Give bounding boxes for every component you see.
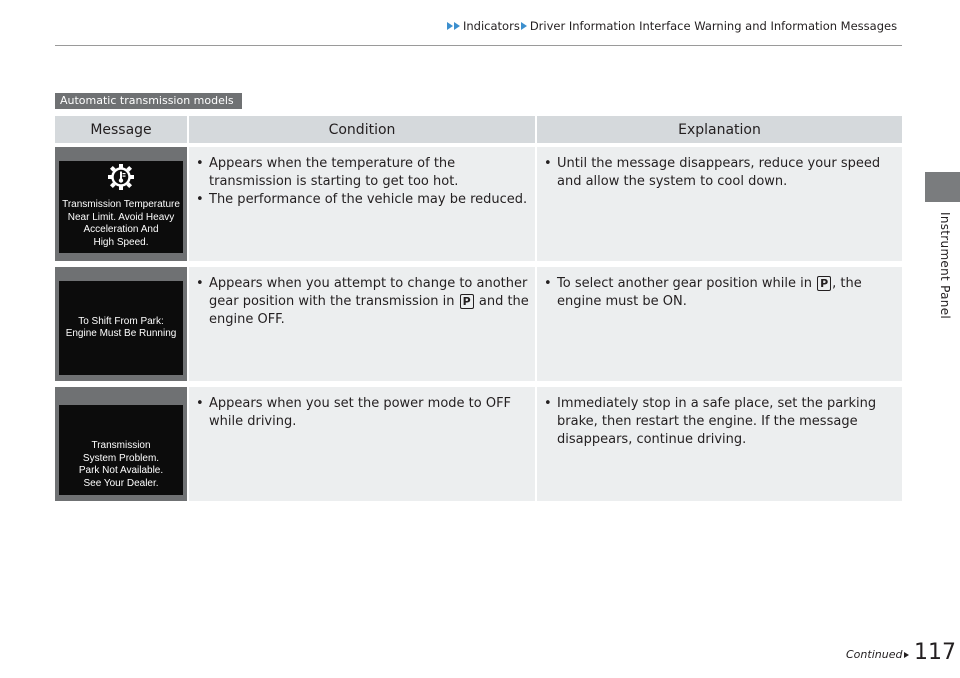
- column-header-condition: Condition: [187, 116, 535, 147]
- table-row: [55, 147, 902, 267]
- continued-text: Continued: [846, 648, 903, 661]
- breadcrumb-arrow-icon: [521, 22, 527, 30]
- model-tag: Automatic transmission models: [55, 93, 242, 109]
- condition-cell: [187, 267, 535, 387]
- dashboard-message-screen: [59, 281, 183, 375]
- explanation-cell: [535, 147, 902, 267]
- screen-text-line: To Shift From Park:: [78, 315, 164, 327]
- condition-bullet: • Appears when you set the power mode to OFF while driving.: [209, 395, 529, 431]
- side-tab-label: Instrument Panel: [938, 212, 952, 320]
- screen-text-line: Engine Must Be Running: [65, 328, 177, 339]
- explanation-text: To select another gear position while in: [557, 276, 812, 291]
- condition-text: Appears when you attempt to change to another gear position with the transmission in: [209, 276, 528, 309]
- column-header-message: Message: [55, 116, 187, 147]
- screen-text-line: Near Limit. Avoid Heavy: [67, 211, 175, 223]
- condition-bullet: • Appears when the temperature of the transmission is starting to get too hot.: [209, 155, 529, 191]
- transmission-temperature-gear-icon: [107, 163, 135, 191]
- breadcrumb-arrow-icon: [447, 22, 453, 30]
- continued-arrow-icon: [904, 652, 909, 658]
- screen-text-line: Transmission: [91, 440, 151, 451]
- condition-cell: [187, 387, 535, 507]
- table-row: [55, 387, 902, 507]
- park-gear-key: P: [817, 276, 831, 291]
- side-tab-marker: [925, 172, 960, 202]
- message-image-cell: [55, 267, 187, 387]
- explanation-cell: [535, 387, 902, 507]
- condition-text: and the engine OFF.: [209, 294, 529, 327]
- breadcrumb-page: Driver Information Interface Warning and Information Messages: [529, 19, 898, 33]
- message-table: [55, 116, 902, 507]
- breadcrumb: [447, 19, 897, 33]
- screen-text-line: High Speed.: [93, 236, 149, 248]
- dashboard-message-screen: [59, 405, 183, 495]
- message-image-cell: [55, 147, 187, 267]
- screen-text-line: Park Not Available.: [78, 465, 164, 476]
- table-row: [55, 267, 902, 387]
- condition-bullet: • The performance of the vehicle may be reduced.: [209, 191, 529, 209]
- table-header-row: [55, 116, 902, 147]
- screen-text-line: Transmission Temperature: [62, 199, 180, 210]
- explanation-bullet: [557, 275, 896, 311]
- breadcrumb-arrow-icon: [454, 22, 460, 30]
- explanation-text: , the engine must be ON.: [557, 276, 862, 309]
- screen-text-line: Acceleration And: [83, 224, 159, 235]
- dashboard-message-screen: [59, 161, 183, 253]
- explanation-cell: [535, 267, 902, 387]
- explanation-bullet: • Until the message disappears, reduce your speed and allow the system to cool down.: [557, 155, 896, 191]
- screen-text-line: See Your Dealer.: [83, 477, 159, 489]
- condition-cell: [187, 147, 535, 267]
- condition-bullet: [209, 275, 529, 329]
- column-header-explanation: Explanation: [535, 116, 902, 147]
- header-rule: [55, 45, 902, 46]
- breadcrumb-section: Indicators: [463, 19, 520, 33]
- screen-text-line: System Problem.: [82, 452, 160, 464]
- message-image-cell: [55, 387, 187, 507]
- continued-label: [846, 648, 909, 661]
- page-number: 117: [914, 640, 956, 665]
- park-gear-key: P: [460, 294, 474, 309]
- explanation-bullet: • Immediately stop in a safe place, set the parking brake, then restart the engine. If the message disappears, continue driving.: [557, 395, 896, 449]
